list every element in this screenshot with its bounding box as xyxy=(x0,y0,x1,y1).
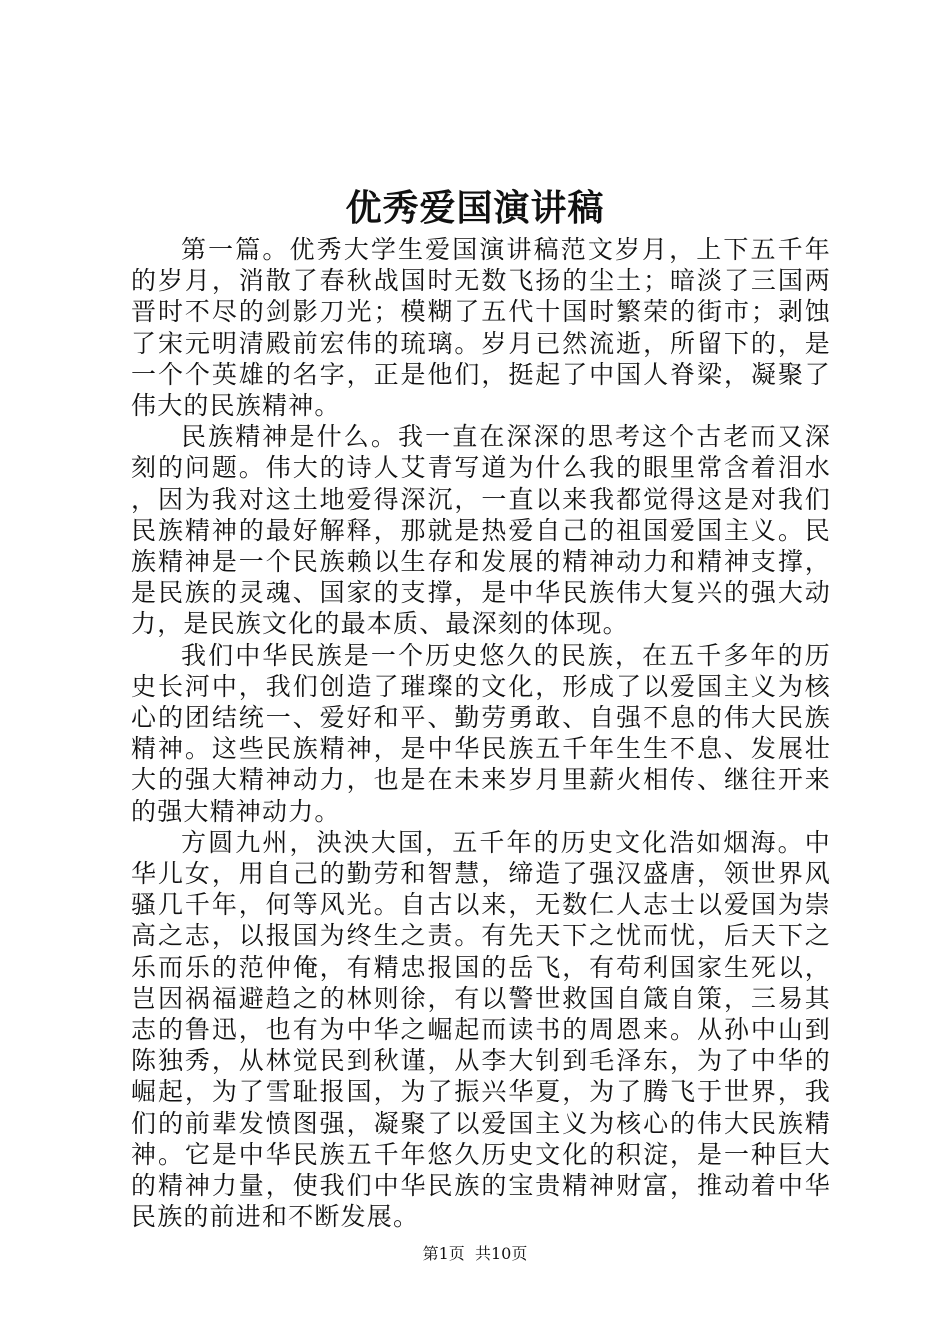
document-title: 优秀爱国演讲稿 xyxy=(345,187,605,229)
page-total: 共10页 xyxy=(474,1244,528,1263)
document-body xyxy=(131,234,831,1233)
footer-separator xyxy=(465,1244,475,1263)
paragraph-4: 方圆九州，泱泱大国，五千年的历史文化浩如烟海。中华儿女，用自己的勤劳和智慧，缔造了强汉盛唐，领世界风骚几千年，何等风光。自古以来，无数仁人志士以爱国为崇高之志，以报国为终生之责。有先天下之忧而忧，后天下之乐而乐的范仲俺，有精忠报国的岳飞，有苟利国家生死以，岂因祸福避趋之的林则徐，有以警世救国自箴自策，三易其志的鲁迅，也有为中华之崛起而读书的周恩来。从孙中山到陈独秀，从林觉民到秋谨，从李大钊到毛泽东，为了中华的崛起，为了雪耻报国，为了振兴华夏，为了腾飞于世界，我们的前辈发愤图强，凝聚了以爱国主义为核心的伟大民族精神。它是中华民族五千年悠久历史文化的积淀，是一种巨大的精神力量，使我们中华民族的宝贵精神财富，推动着中华民族的前进和不断发展。 xyxy=(131,827,831,1232)
page-number: 第1页 xyxy=(422,1244,465,1263)
paragraph-2: 民族精神是什么。我一直在深深的思考这个古老而又深刻的问题。伟大的诗人艾青写道为什么我的眼里常含着泪水，因为我对这土地爱得深沉，一直以来我都觉得这是对我们民族精神的最好解释，那就是热爱自己的祖国爱国主义。民族精神是一个民族赖以生存和发展的精神动力和精神支撑，是民族的灵魂、国家的支撑，是中华民族伟大复兴的强大动力，是民族文化的最本质、最深刻的体现。 xyxy=(131,422,831,639)
paragraph-1: 第一篇。优秀大学生爱国演讲稿范文岁月，上下五千年的岁月，消散了春秋战国时无数飞扬的尘土；暗淡了三国两晋时不尽的剑影刀光；模糊了五代十国时繁荣的街市；剥蚀了宋元明清殿前宏伟的琉璃。岁月已然流逝，所留下的，是一个个英雄的名字，正是他们，挺起了中国人脊梁，凝聚了伟大的民族精神。 xyxy=(131,235,831,421)
page-footer xyxy=(0,1244,950,1264)
paragraph-3: 我们中华民族是一个历史悠久的民族，在五千多年的历史长河中，我们创造了璀璨的文化，形成了以爱国主义为核心的团结统一、爱好和平、勤劳勇敢、自强不息的伟大民族精神。这些民族精神，是中华民族五千年生生不息、发展壮大的强大精神动力，也是在未来岁月里薪火相传、继往开来的强大精神动力。 xyxy=(131,640,831,826)
